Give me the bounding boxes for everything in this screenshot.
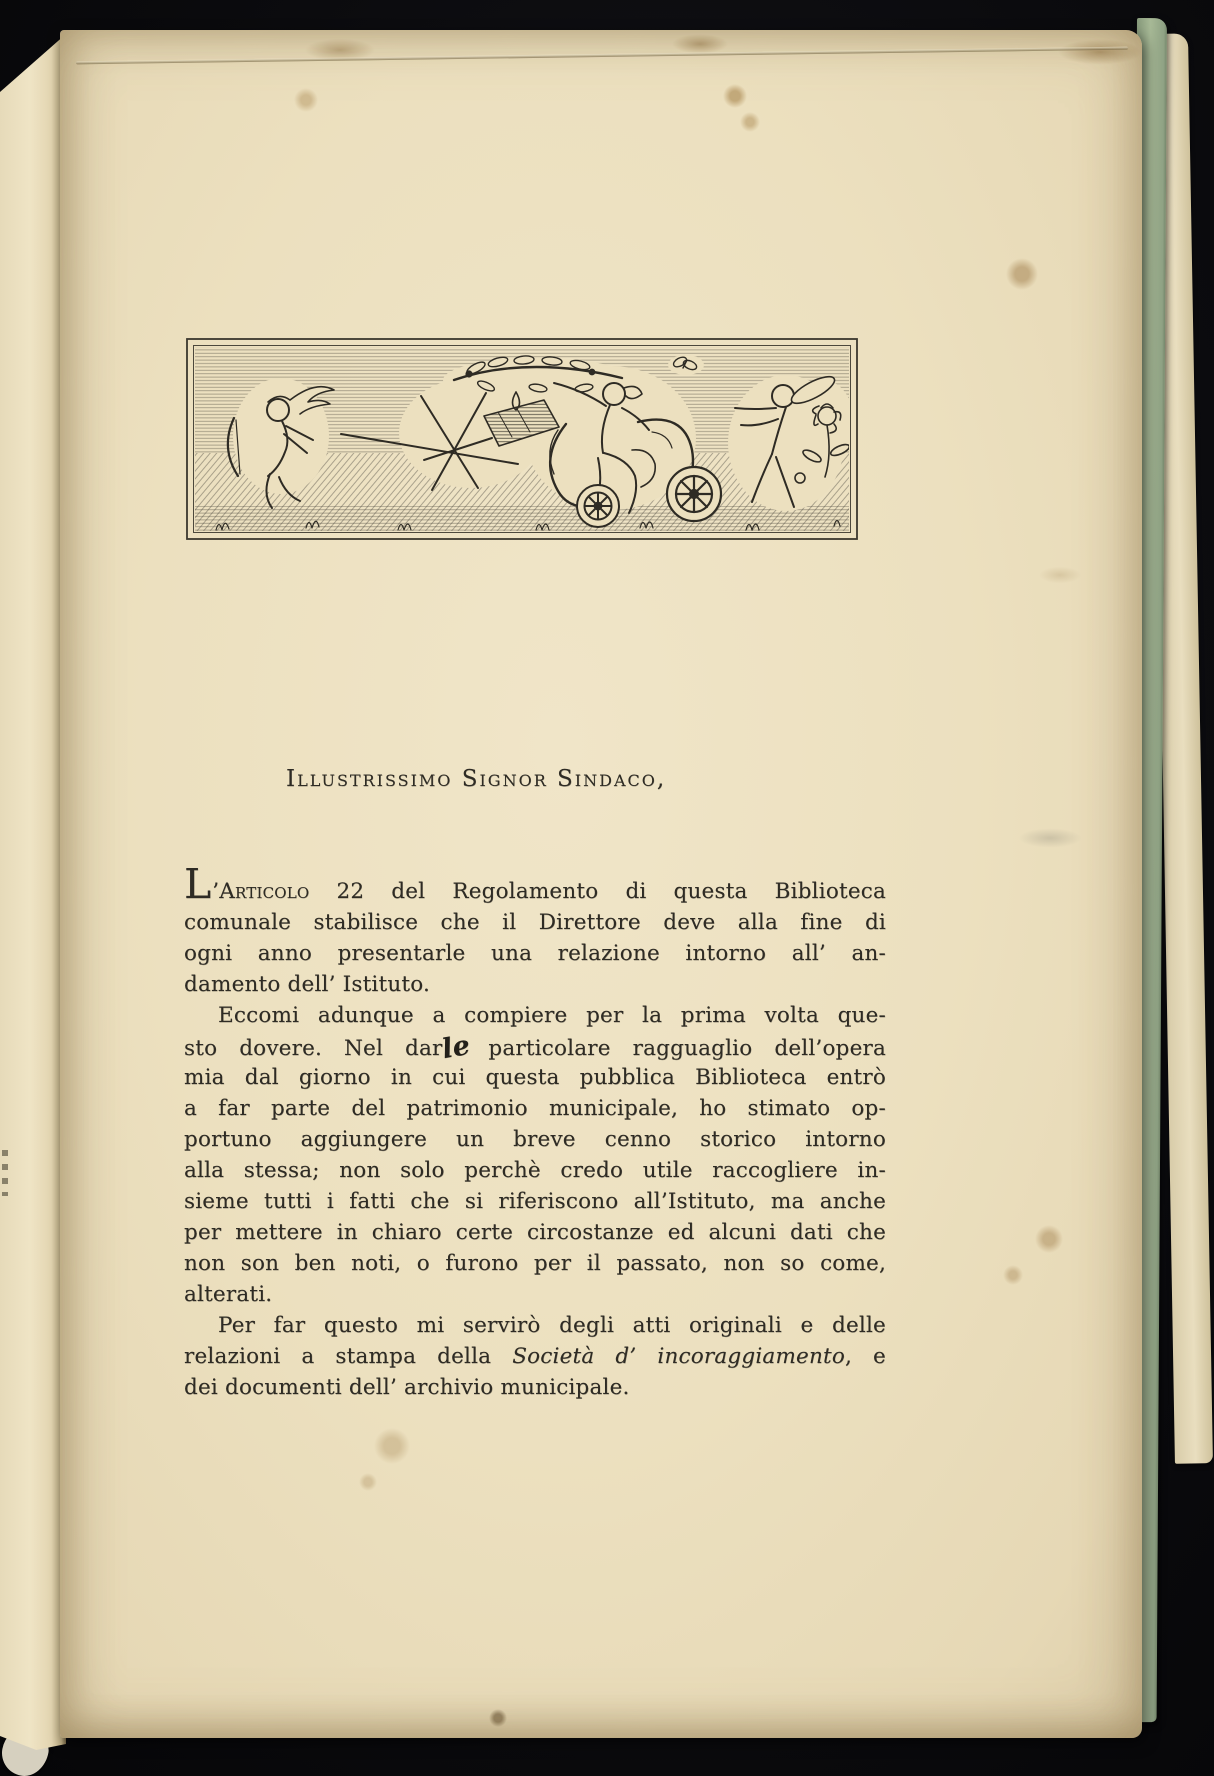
text-segment: dei documenti dell’ archivio municipale. — [184, 1375, 630, 1400]
text-line — [184, 907, 886, 938]
text-segment: relazioni a stampa della — [184, 1344, 513, 1369]
text-line — [184, 938, 886, 969]
text-line — [184, 1341, 886, 1372]
text-line — [184, 1000, 886, 1031]
left-facing-page-edge — [0, 0, 66, 1750]
text-segment: Società d’ incoraggiamento — [512, 1344, 845, 1369]
text-line — [184, 969, 886, 1000]
text-segment: non son ben noti, o furono per il passato, non so come, — [184, 1251, 886, 1276]
text-segment: comunale stabilisce che il Direttore deve alla fine di — [184, 910, 886, 935]
text-segment: a far parte del patrimonio municipale, ho stimato op- — [184, 1096, 886, 1121]
text-segment: sieme tutti i fatti che si riferiscono all’Istituto, ma anche — [184, 1189, 886, 1214]
pen-mark — [2, 1150, 8, 1196]
text-segment: ’ — [212, 879, 220, 904]
text-segment: ogni anno presentarle una relazione intorno all’ an- — [184, 941, 886, 966]
text-line — [184, 1155, 886, 1186]
text-line — [184, 1310, 886, 1341]
text-segment: portuno aggiungere un breve cenno storico intorno — [184, 1127, 886, 1152]
text-line — [184, 1279, 886, 1310]
text-line — [184, 1062, 886, 1093]
text-segment: particolare ragguaglio dell’opera — [466, 1036, 886, 1061]
text-segment: sto dovere. Nel dar — [184, 1036, 443, 1061]
text-segment: alla stessa; non solo perchè credo utile raccogliere in- — [184, 1158, 886, 1183]
text-segment: Articolo — [219, 879, 310, 904]
text-segment: alterati. — [184, 1282, 273, 1307]
page-top-edge-shadow — [76, 47, 1128, 65]
putti-chariot-engraving-vignette — [186, 338, 858, 540]
text-line — [184, 1217, 886, 1248]
salutation-heading: Illustrissimo Signor Sindaco, — [286, 766, 667, 792]
text-line — [184, 860, 886, 908]
text-line — [184, 1186, 886, 1217]
handwritten-correction: le — [439, 1029, 473, 1066]
text-line — [184, 1029, 886, 1066]
text-segment: , e — [845, 1344, 886, 1369]
text-line — [184, 1248, 886, 1279]
body-text — [184, 860, 886, 1403]
text-segment: 22 del Regolamento di questa Biblioteca — [309, 879, 886, 904]
text-segment: Per far questo mi servirò degli atti originali e delle — [218, 1313, 886, 1338]
text-segment: L — [184, 860, 213, 908]
text-segment: damento dell’ Istituto. — [184, 972, 431, 997]
text-segment: Eccomi adunque a compiere per la prima volta que- — [218, 1003, 886, 1028]
text-line — [184, 1372, 886, 1403]
text-segment: per mettere in chiaro certe circostanze ed alcuni dati che — [184, 1220, 886, 1245]
text-line — [184, 1124, 886, 1155]
text-segment: mia dal giorno in cui questa pubblica Biblioteca entrò — [184, 1065, 886, 1090]
book-page — [60, 30, 1142, 1738]
text-line — [184, 1093, 886, 1124]
